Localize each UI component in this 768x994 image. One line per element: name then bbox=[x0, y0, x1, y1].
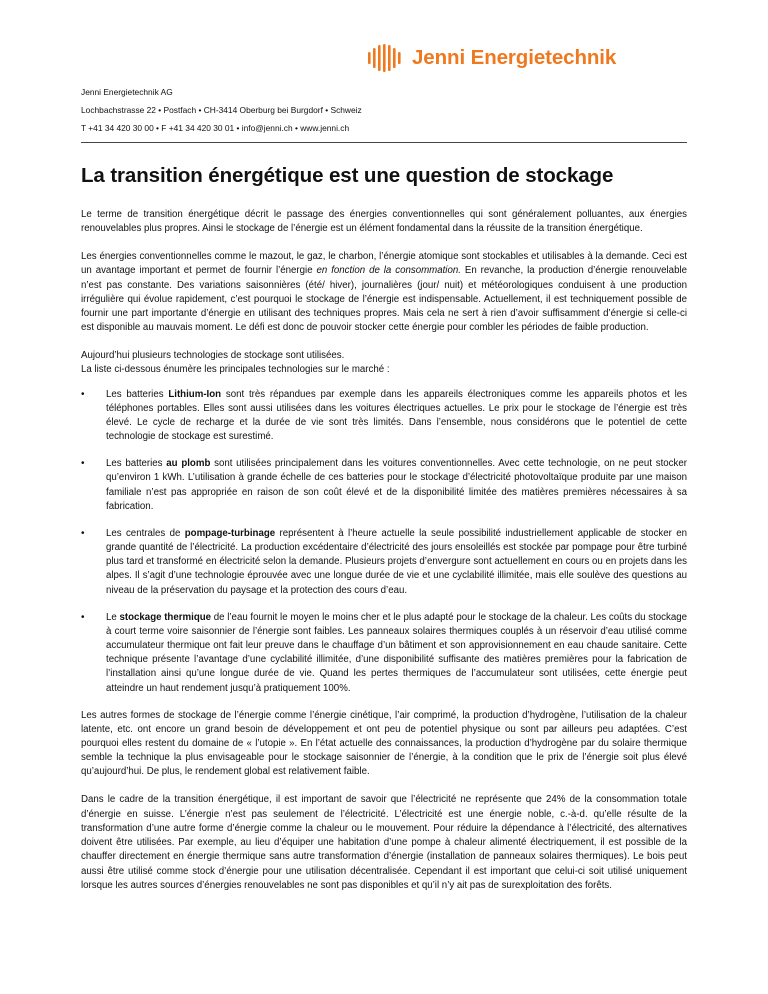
bullet: • bbox=[81, 458, 85, 470]
list-item-keyword: pompage-turbinage bbox=[184, 527, 276, 539]
bullet: • bbox=[81, 611, 85, 623]
page-title: La transition énergétique est une question de stockage bbox=[81, 164, 614, 187]
list-item-text-after: représentent à l’heure actuelle la seule possibilité industriellement applicable de stocker en grande quantité de l’électricité. La production excédentaire d’électricité des jours ensoleillés est stockée par pompage pour être turbiné plus tard et transformé en électricité selon la demande. Plusieurs projets d’envergure sont actuellement en cours ou en projets dans les alpes. Il s’agit d’une technologie éprouvée avec une longue durée de vie et une cyclabilité illimitée, mais elle soulève des questions au niveau de la préservation du paysage et la protection des cours d’eau. bbox=[106, 527, 687, 596]
paragraph-list-intro bbox=[81, 349, 687, 377]
document-body bbox=[81, 208, 687, 907]
paragraph-intro: Le terme de transition énergétique décrit le passage des énergies conventionnelles qui sont généralement polluantes, aux énergies renouvelables plus propres. Ainsi le stockage de l’énergie est un élément fondamental dans la réussite de la transition énergétique. bbox=[81, 209, 687, 235]
paragraph-conventional-part2: En revanche, la production d’énergie renouvelable n’est pas constante. Des variations saisonnières (été/ hiver), journalières (jour/ nuit) et météorologiques conduisent à une production irrégulière qui évolue rapidement, c’est pourquoi le stockage de l’énergie est indispensable. Actuellement, il est techniquement possible de fournir une part importante d’énergie en utilisant des techniques propres. Mais cela ne sert à rien d’avoir suffisamment d’énergie si celle-ci est disponible au mauvais moment. Le défi est donc de pouvoir stocker cette énergie pour combler les périodes de faible production. bbox=[81, 265, 687, 334]
company-name: Jenni Energietechnik AG bbox=[81, 87, 173, 97]
paragraph-electricity-share: Dans le cadre de la transition énergétique, il est important de savoir que l’électricité ne représente que 24% de la consommation totale d’énergie en suisse. L’énergie n’est pas seulement de l’électricité. L’électricité est une énergie noble, c.-à-d. qu’elle résulte de la transformation d’une autre forme d’énergie comme la chaleur ou le mouvement. Pour réduire la dépendance à l’électricité, des alternatives doivent être utilisées. Par exemple, au lieu d’équiper une habitation d’une pompe à chaleur alimenté électriquement, il est possible de la chauffer directement en énergie thermique sans autre transformation d’énergie (installation de panneaux solaires thermiques). Le bois peut aussi être utilisé comme stock d’énergie pour une utilisation décentralisée. Cependant il est important que celui-ci soit utilisé uniquement lorsque les autres sources d’énergies renouvelables ne sont pas disponibles et qu’il n’y ait pas de surexploitation des forêts. bbox=[81, 794, 687, 891]
list-item-text-after: de l’eau fournit le moyen le moins cher et le plus adapté pour le stockage de la chaleur. Les coûts du stockage à court terme voire saisonnier de l’énergie sont faibles. Les panneaux solaires thermiques couplés à un réservoir d’eau utilisé comme accumulateur thermique ont fait leur preuve dans le chauffage d’un bâtiment et son approvisionnement en eau chaude sanitaire. Cette technique présente l’avantage d’une cyclabilité illimitée, d’une disponibilité suffisante des matières premières pour la fabrication de l’installation ainsi qu’une longue durée de vie. Quand les pertes thermiques de l’accumulateur sont utilisées, cette énergie peut atteindre un haut rendement jusqu’à pratiquement 100%. bbox=[106, 611, 688, 694]
header-divider bbox=[81, 142, 687, 143]
list-item-keyword: au plomb bbox=[166, 458, 211, 470]
company-address: Lochbachstrasse 22 • Postfach • CH-3414 Oberburg bei Burgdorf • Schweiz bbox=[81, 105, 362, 115]
list-item-text-after: sont très répandues par exemple dans les appareils électroniques comme les appareils photos et les téléphones portables. Elles sont aussi utilisées dans les voitures électriques actuelles. Le prix pour le stockage de l’énergie est très élevé. Le cycle de recharge et la durée de vie sont très limités. Dans l’ensemble, nous considérons que le potentiel de cette technologie de stockage est surestimé. bbox=[106, 388, 687, 443]
bars-logo-icon bbox=[368, 44, 404, 72]
list-item bbox=[81, 457, 687, 514]
list-item-text-after: sont utilisées principalement dans les voitures conventionnelles. Avec cette technologie, on ne peut stocker qu’environ 1 kWh. L’utilisation à grande échelle de ces batteries pour le stockage d’électricité photovoltaïque produite par une maison familiale n’est pas appropriée en raison de son coût élevé et de la disponibilité limitée des matières premières nécessaires à sa fabrication. bbox=[106, 458, 687, 512]
list-item bbox=[81, 527, 687, 598]
paragraph-conventional bbox=[81, 250, 687, 335]
list-item-text-before: Les batteries bbox=[106, 388, 169, 400]
technology-list bbox=[81, 388, 687, 696]
company-address-block bbox=[81, 83, 362, 137]
list-item-text-before: Les batteries bbox=[106, 458, 167, 470]
brand-logo bbox=[368, 44, 616, 72]
paragraph-conventional-part1: Les énergies conventionnelles comme le mazout, le gaz, le charbon, l’énergie atomique sont stockables et utilisables à la demande. Ceci est un avantage important et permet de fournir l’énergie bbox=[81, 251, 687, 277]
bullet: • bbox=[81, 527, 85, 539]
paragraph-conventional-emphasis: en fonction de la consommation. bbox=[316, 265, 461, 277]
list-item-keyword: Lithium-Ion bbox=[168, 388, 222, 400]
company-contact: T +41 34 420 30 00 • F +41 34 420 30 01 • info@jenni.ch • www.jenni.ch bbox=[81, 123, 350, 133]
list-item-keyword: stockage thermique bbox=[119, 611, 212, 623]
list-item-text-before: Le bbox=[106, 611, 120, 623]
paragraph-other-storage: Les autres formes de stockage de l’énergie comme l’énergie cinétique, l’air comprimé, la production d’hydrogène, l’utilisation de la chaleur latente, etc. ont encore un grand besoin de développement et ont peu de potentiel physique ou sont par ailleurs peu adaptées. C’est pourquoi elles restent du domaine de « l’utopie ». En l’état actuelle des connaissances, la production d’hydrogène par du solaire thermique semble la technique la plus envisageable pour le stockage saisonnier de l’énergie, à la condition que le prix de l’énergie soit plus élevé qu’aujourd’hui. De plus, le rendement global est relativement faible. bbox=[81, 709, 687, 778]
list-item bbox=[81, 388, 687, 445]
list-item bbox=[81, 611, 687, 696]
list-item-text-before: Les centrales de bbox=[106, 527, 185, 539]
list-intro-line2: La liste ci-dessous énumère les principales technologies sur le marché : bbox=[81, 364, 390, 376]
list-intro-line1: Aujourd’hui plusieurs technologies de stockage sont utilisées. bbox=[81, 350, 345, 362]
brand-name: Jenni Energietechnik bbox=[412, 46, 617, 69]
bullet: • bbox=[81, 388, 85, 400]
